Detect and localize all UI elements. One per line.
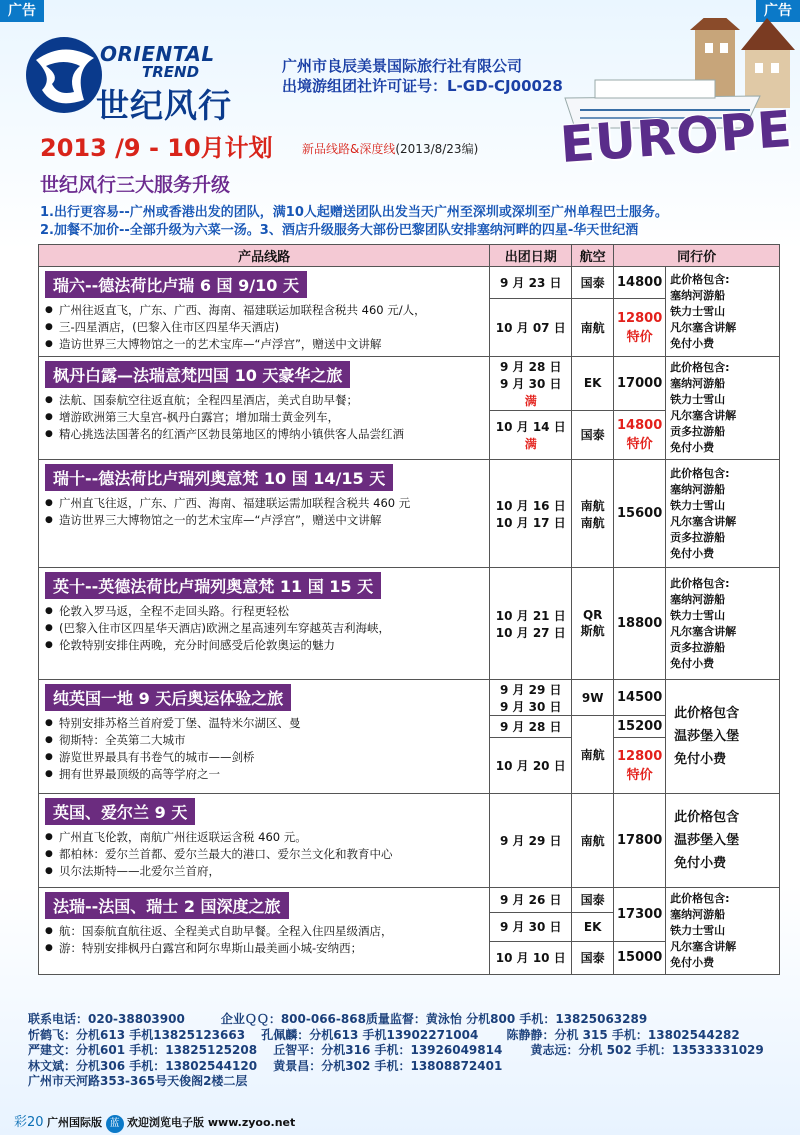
route-bullet: ● 游：特别安排枫丹白露宫和阿尔卑斯山最美画小城-安纳西； [45, 940, 485, 957]
company-license: 出境游组团社许可证号：L-GD-CJ00028 [282, 77, 563, 95]
special-price [614, 410, 666, 459]
contact-line: 严建文：分机601 手机：13825125208 丘智平：分机316 手机：13926049814 黄志远：分机 502 手机：13533331029 [28, 1043, 764, 1057]
special-tag: 特价 [626, 767, 653, 783]
ad-label-left: 广告 [0, 0, 44, 22]
route-bullet: ● 伦敦入罗马返，全程不走回头路。行程更轻松 [45, 603, 485, 620]
route-cell [39, 794, 490, 888]
route-bullet: ● 广州直飞往返，广东、广西、海南、福建联运需加联程含税共 460 元 [45, 495, 485, 512]
incl-line: 凡尔塞含讲解 [670, 409, 737, 422]
plan-subtitle-red: 新品线路&深度线 [302, 142, 396, 156]
incl-line: 塞纳河游船 [670, 908, 726, 921]
europe-banner: EUROPE [558, 99, 795, 175]
logo-en-line1: ORIENTAL [100, 42, 215, 66]
contact-line: 联系电话：020-38803900 企业ＱＱ：800-066-868质量监督：黄泳怡 分机800 手机：13825063289 [28, 1012, 648, 1026]
route-bullet: ● 精心挑选法国著名的红酒产区勃艮第地区的博纳小镇供客人品尝红酒 [45, 426, 485, 443]
incl-line: 此价格包含 [674, 706, 740, 721]
route-bullet: ● 三-四星酒店，(巴黎入住市区四星华天酒店) [45, 319, 485, 336]
full-tag: 满 [524, 436, 537, 451]
incl-line: 此价格包含: [670, 272, 730, 286]
airline [572, 568, 614, 680]
incl-line: 免付小费 [670, 956, 715, 969]
plan-title: 2013 /9 - 10月计划 [40, 134, 273, 162]
price: 17800 [614, 794, 666, 888]
departure-date: 9 月 28 日 [490, 716, 572, 738]
price: 15000 [614, 941, 666, 974]
departure-date [490, 568, 572, 680]
airline: EK [572, 912, 614, 941]
incl-line: 免付小费 [674, 752, 727, 767]
departure-date: 9 月 26 日 [490, 888, 572, 913]
date-line: 10 月 16 日 [495, 498, 566, 513]
incl-line: 铁力士雪山 [670, 393, 726, 406]
incl-line: 铁力士雪山 [670, 924, 726, 937]
price: 14800 [614, 267, 666, 299]
airline-line: 南航 [580, 498, 605, 513]
service-item: 1.出行更容易--广州或香港出发的团队，满10人起赠送团队出发当天广州至深圳或深圳至广州单程巴士服务。 [40, 205, 668, 220]
incl-line: 此价格包含: [670, 576, 730, 590]
special-tag: 特价 [626, 329, 653, 345]
incl-line: 免付小费 [670, 656, 715, 670]
incl-line: 塞纳河游船 [670, 377, 726, 390]
date-line: 10 月 14 日 [495, 419, 566, 434]
price-value: 14800 [617, 417, 663, 433]
contact-info [28, 1012, 764, 1090]
incl-line: 此价格包含: [670, 361, 730, 374]
route-bullet: ● 彻斯特：全英第二大城市 [45, 732, 485, 749]
airline [572, 460, 614, 568]
incl-line: 凡尔塞含讲解 [670, 624, 737, 638]
departure-date: 9 月 23 日 [490, 267, 572, 299]
route-bullet: ● 拥有世界最顶级的高等学府之一 [45, 766, 485, 783]
route-title: 英国、爱尔兰 9 天 [45, 798, 195, 825]
price: 17000 [614, 357, 666, 411]
route-bullet: ● 法航、国泰航空往返直航；全程四星酒店，美式自助早餐； [45, 392, 485, 409]
date-line: 9 月 29 日 [499, 682, 562, 697]
departure-date [490, 460, 572, 568]
incl-line: 塞纳河游船 [670, 482, 726, 496]
incl-line: 免付小费 [670, 336, 715, 350]
full-tag: 满 [524, 393, 537, 408]
header-date: 出团日期 [490, 245, 572, 267]
price-includes [666, 460, 780, 568]
airline: 国泰 [572, 267, 614, 299]
logo-cn: 世纪风行 [96, 86, 232, 125]
price-includes [666, 794, 780, 888]
route-title: 瑞六--德法荷比卢瑞 6 国 9/10 天 [45, 271, 307, 298]
route-bullet: ● 都柏林：爱尔兰首都、爱尔兰最大的港口、爱尔兰文化和教育中心 [45, 846, 485, 863]
departure-date [490, 357, 572, 411]
departure-date [490, 410, 572, 459]
route-bullet: ● 航：国泰航直航往返、全程美式自助早餐。全程入住四星级酒店， [45, 923, 485, 940]
price-includes [666, 267, 780, 357]
incl-line: 铁力士雪山 [670, 608, 726, 622]
route-cell [39, 888, 490, 975]
incl-line: 塞纳河游船 [670, 592, 726, 606]
incl-line: 凡尔塞含讲解 [670, 320, 737, 334]
price-value: 12800 [617, 748, 663, 764]
incl-line: 此价格包含 [674, 810, 740, 825]
incl-line: 塞纳河游船 [670, 288, 726, 302]
date-line: 10 月 21 日 [495, 608, 566, 623]
route-cell [39, 460, 490, 568]
route-bullet: ● 伦敦特别安排住两晚，充分时间感受后伦敦奥运的魅力 [45, 637, 485, 654]
route-bullet: ● 游览世界最具有书卷气的城市——剑桥 [45, 749, 485, 766]
route-bullet: ● 造访世界三大博物馆之一的艺术宝库—“卢浮宫”，赠送中文讲解 [45, 336, 485, 353]
price: 17300 [614, 888, 666, 942]
company-name: 广州市良辰美景国际旅行社有限公司 [282, 57, 523, 75]
page-number: 彩20 [14, 1115, 44, 1130]
date-line: 9 月 30 日 [499, 699, 562, 714]
page-footer [0, 1110, 800, 1135]
contact-line: 忻鹤飞：分机613 手机13825123663 孔佩麟：分机613 手机13902271004 陈静静：分机 315 手机：13802544282 [28, 1027, 740, 1042]
plan-subtitle-date: (2013/8/23编) [395, 142, 479, 156]
incl-line: 免付小费 [670, 441, 715, 454]
services-title: 世纪风行三大服务升级 [40, 174, 231, 196]
contact-address: 广州市天河路353-365号天俊阁2楼二层 [28, 1074, 248, 1088]
airline: 南航 [572, 716, 614, 794]
route-title: 枫丹白露—法瑞意梵四国 10 天豪华之旅 [45, 361, 350, 388]
incl-line: 铁力士雪山 [670, 304, 726, 318]
airline-line: 斯航 [580, 624, 605, 638]
price: 14500 [614, 680, 666, 716]
price: 15200 [614, 716, 666, 738]
date-line: 9 月 30 日 [499, 376, 562, 391]
incl-line: 此价格包含: [670, 892, 730, 905]
company-info [282, 56, 563, 96]
route-cell [39, 680, 490, 794]
service-item: 2.加餐不加价--全部升级为六菜一汤。3、酒店升级服务大部份巴黎团队安排塞纳河畔的四星-华天世纪酒 [40, 223, 639, 238]
incl-line: 凡尔塞含讲解 [670, 940, 737, 953]
plan-subtitle [302, 140, 478, 157]
globe-icon [24, 30, 104, 120]
special-tag: 特价 [626, 436, 653, 452]
route-title: 法瑞--法国、瑞士 2 国深度之旅 [45, 892, 289, 919]
route-bullet: ● 特别安排苏格兰首府爱丁堡、温特米尔湖区、曼 [45, 715, 485, 732]
route-bullet: ● 造访世界三大博物馆之一的艺术宝库—“卢浮宫”，赠送中文讲解 [45, 512, 485, 529]
airline: 国泰 [572, 410, 614, 459]
header-route: 产品线路 [39, 245, 490, 267]
special-price [614, 738, 666, 794]
airline: 南航 [572, 299, 614, 357]
incl-line: 凡尔塞含讲解 [670, 514, 737, 528]
edition-badge: 蓝 [106, 1115, 124, 1133]
price-includes [666, 888, 780, 975]
airline-line: QR [582, 608, 603, 622]
price-includes [666, 680, 780, 794]
route-title: 纯英国一地 9 天后奥运体验之旅 [45, 684, 291, 711]
route-title: 瑞十--德法荷比卢瑞列奥意梵 10 国 14/15 天 [45, 464, 393, 491]
departure-date: 9 月 30 日 [490, 912, 572, 941]
price-value: 12800 [617, 310, 663, 326]
route-bullet: ● 贝尔法斯特——北爱尔兰首府， [45, 863, 485, 880]
airline-line: 南航 [580, 515, 605, 530]
airline: 南航 [572, 794, 614, 888]
date-line: 9 月 28 日 [499, 359, 562, 374]
date-line: 10 月 27 日 [495, 625, 566, 640]
price-includes [666, 357, 780, 460]
route-table [38, 244, 780, 975]
departure-date [490, 680, 572, 716]
header-airline: 航空 [572, 245, 614, 267]
logo-en-line2: TREND [142, 63, 200, 81]
route-bullet: ● 广州直飞伦敦，南航广州往返联运含税 460 元。 [45, 829, 485, 846]
special-price [614, 299, 666, 357]
price: 15600 [614, 460, 666, 568]
services-list [40, 204, 668, 240]
airline: EK [572, 357, 614, 411]
ad-label-right: 广告 [756, 0, 800, 22]
incl-line: 贡多拉游船 [670, 425, 726, 438]
incl-line: 贡多拉游船 [670, 640, 726, 654]
route-bullet: ● (巴黎入住市区四星华天酒店)欧洲之星高速列车穿越英吉利海峡， [45, 620, 485, 637]
route-cell [39, 267, 490, 357]
incl-line: 贡多拉游船 [670, 530, 726, 544]
airline: 国泰 [572, 888, 614, 913]
incl-line: 温莎堡入堡 [674, 729, 740, 744]
departure-date: 10 月 07 日 [490, 299, 572, 357]
price: 18800 [614, 568, 666, 680]
route-cell [39, 357, 490, 460]
incl-line: 温莎堡入堡 [674, 833, 740, 848]
departure-date: 9 月 29 日 [490, 794, 572, 888]
departure-date: 10 月 20 日 [490, 738, 572, 794]
company-logo [24, 30, 239, 125]
departure-date: 10 月 10 日 [490, 941, 572, 974]
incl-line: 铁力士雪山 [670, 498, 726, 512]
footer-link[interactable]: 欢迎浏览电子版 www.zyoo.net [127, 1116, 296, 1129]
header-price: 同行价 [614, 245, 780, 267]
incl-line: 此价格包含: [670, 466, 730, 480]
route-bullet: ● 广州往返直飞，广东、广西、海南、福建联运加联程含税共 460 元/人， [45, 302, 485, 319]
edition-label: 广州国际版 [47, 1116, 103, 1129]
incl-line: 免付小费 [670, 546, 715, 560]
route-cell [39, 568, 490, 680]
incl-line: 免付小费 [674, 856, 727, 871]
airline: 9W [572, 680, 614, 716]
route-title: 英十--英德法荷比卢瑞列奥意梵 11 国 15 天 [45, 572, 381, 599]
date-line: 10 月 17 日 [495, 515, 566, 530]
price-includes [666, 568, 780, 680]
route-bullet: ● 增游欧洲第三大皇宫-枫丹白露宫；增加瑞士黄金列车， [45, 409, 485, 426]
airline: 国泰 [572, 941, 614, 974]
contact-line: 林文斌：分机306 手机：13802544120 黄景昌：分机302 手机：13808872401 [28, 1058, 503, 1073]
